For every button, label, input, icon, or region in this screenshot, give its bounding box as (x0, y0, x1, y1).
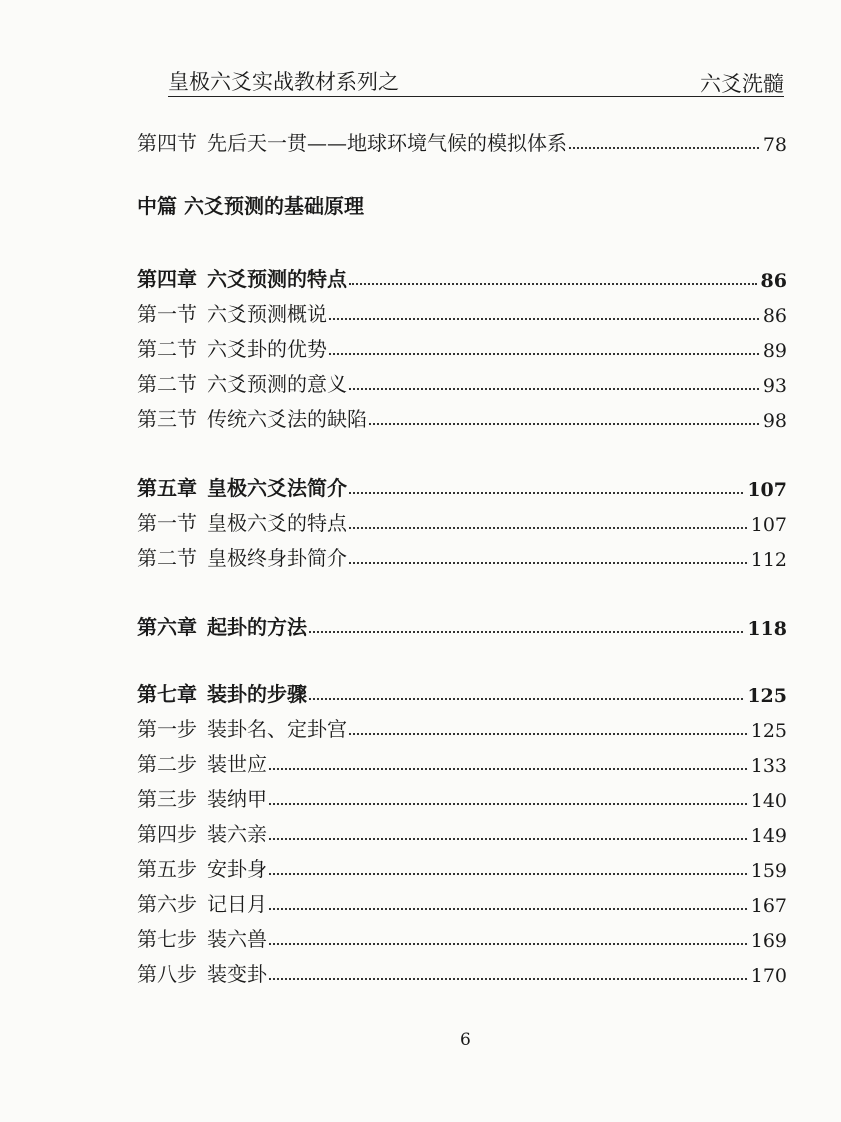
page-number: 6 (460, 1030, 471, 1050)
dot-leader (329, 353, 759, 355)
toc-entry-page: 98 (762, 410, 787, 432)
toc-entry-title: 先后天一贯——地球环境气候的模拟体系 (207, 131, 567, 155)
toc-entry[interactable] (137, 817, 787, 847)
toc-entry[interactable] (137, 367, 787, 397)
toc-entry-number: 第一步 (137, 717, 197, 741)
toc-entry-page: 118 (747, 618, 787, 640)
toc-entry-title: 装变卦 (207, 962, 267, 986)
toc-entry[interactable] (137, 297, 787, 327)
toc-entry-page: 133 (750, 755, 787, 777)
toc-entry-page: 125 (747, 685, 787, 707)
toc-entry-number: 第二节 (137, 337, 197, 361)
dot-leader (309, 631, 743, 633)
toc-entry[interactable] (137, 126, 787, 156)
toc-entry-title: 安卦身 (207, 857, 267, 881)
toc-entry-title: 六爻卦的优势 (207, 337, 327, 361)
toc-entry-page: 78 (762, 134, 787, 156)
toc-entry[interactable] (137, 677, 787, 707)
toc-entry-number: 第六步 (137, 892, 197, 916)
toc-entry[interactable] (137, 332, 787, 362)
toc-entry-title: 皇极终身卦简介 (207, 546, 347, 570)
toc-entry[interactable] (137, 402, 787, 432)
toc-entry-number: 第四章 (137, 267, 197, 291)
book-title: 六爻洗髓 (700, 72, 784, 96)
dot-leader (309, 698, 743, 700)
dot-leader (569, 147, 759, 149)
toc-entry-page: 93 (762, 375, 787, 397)
toc-entry-page: 169 (750, 930, 787, 952)
toc-entry-page: 140 (750, 790, 787, 812)
toc-entry-page: 112 (750, 549, 787, 571)
toc-entry-title: 起卦的方法 (207, 615, 307, 639)
toc-entry-title: 装世应 (207, 752, 267, 776)
dot-leader (349, 527, 747, 529)
toc-entry[interactable] (137, 852, 787, 882)
toc-entry-title: 装六兽 (207, 927, 267, 951)
dot-leader (269, 768, 747, 770)
toc-entry-page: 167 (750, 895, 787, 917)
toc-entry-number: 第七步 (137, 927, 197, 951)
toc-entry-page: 86 (760, 270, 787, 292)
dot-leader (269, 873, 747, 875)
dot-leader (349, 492, 743, 494)
toc-entry-number: 第四节 (137, 131, 197, 155)
dot-leader (329, 318, 759, 320)
toc-entry-number: 第七章 (137, 682, 197, 706)
toc-entry-title: 装六亲 (207, 822, 267, 846)
toc-entry-page: 149 (750, 825, 787, 847)
toc-entry-page: 170 (750, 965, 787, 987)
toc-entry[interactable] (137, 747, 787, 777)
toc-entry[interactable] (137, 541, 787, 571)
toc-entry-number: 第四步 (137, 822, 197, 846)
toc-entry-page: 107 (750, 514, 787, 536)
toc-entry-title: 皇极六爻的特点 (207, 511, 347, 535)
dot-leader (269, 803, 747, 805)
toc-entry-title: 皇极六爻法简介 (207, 476, 347, 500)
toc-entry-page: 159 (750, 860, 787, 882)
running-header (168, 62, 784, 97)
toc-entry-page: 125 (750, 720, 787, 742)
toc-entry-title: 装卦的步骤 (207, 682, 307, 706)
toc-entry[interactable] (137, 262, 787, 292)
toc-entry-page: 86 (762, 305, 787, 327)
toc-entry-number: 第六章 (137, 615, 197, 639)
dot-leader (269, 838, 747, 840)
toc-entry-title: 记日月 (207, 892, 267, 916)
toc-entry[interactable] (137, 506, 787, 536)
toc-entry[interactable] (137, 887, 787, 917)
toc-entry[interactable] (137, 922, 787, 952)
dot-leader (349, 283, 757, 285)
toc-entry-number: 第一节 (137, 302, 197, 326)
toc-entry[interactable] (137, 782, 787, 812)
toc-entry-number: 第三节 (137, 407, 197, 431)
toc-entry-number: 第一节 (137, 511, 197, 535)
dot-leader (349, 733, 747, 735)
dot-leader (349, 388, 759, 390)
toc-entry-number: 第五章 (137, 476, 197, 500)
dot-leader (269, 908, 747, 910)
toc-entry[interactable] (137, 471, 787, 501)
toc-entry-title: 六爻预测概说 (207, 302, 327, 326)
toc-entry-title: 装卦名、定卦宫 (207, 717, 347, 741)
dot-leader (349, 562, 747, 564)
toc-entry-title: 六爻预测的特点 (207, 267, 347, 291)
toc-entry-number: 第二步 (137, 752, 197, 776)
dot-leader (269, 978, 747, 980)
toc-entry-page: 89 (762, 340, 787, 362)
toc-entry-title: 六爻预测的意义 (207, 372, 347, 396)
toc-entry-title: 传统六爻法的缺陷 (207, 407, 367, 431)
toc-entry[interactable] (137, 957, 787, 987)
series-title: 皇极六爻实战教材系列之 (168, 70, 399, 94)
toc-entry-number: 第二节 (137, 372, 197, 396)
toc-entry-number: 第五步 (137, 857, 197, 881)
dot-leader (369, 423, 759, 425)
toc-entry-title: 装纳甲 (207, 787, 267, 811)
toc-entry-number: 第八步 (137, 962, 197, 986)
toc-entry-page: 107 (747, 479, 787, 501)
toc-entry-number: 第三步 (137, 787, 197, 811)
part-heading: 中篇 六爻预测的基础原理 (137, 194, 364, 218)
toc-entry[interactable] (137, 712, 787, 742)
toc-entry-number: 第二节 (137, 546, 197, 570)
toc-entry[interactable] (137, 610, 787, 640)
dot-leader (269, 943, 747, 945)
